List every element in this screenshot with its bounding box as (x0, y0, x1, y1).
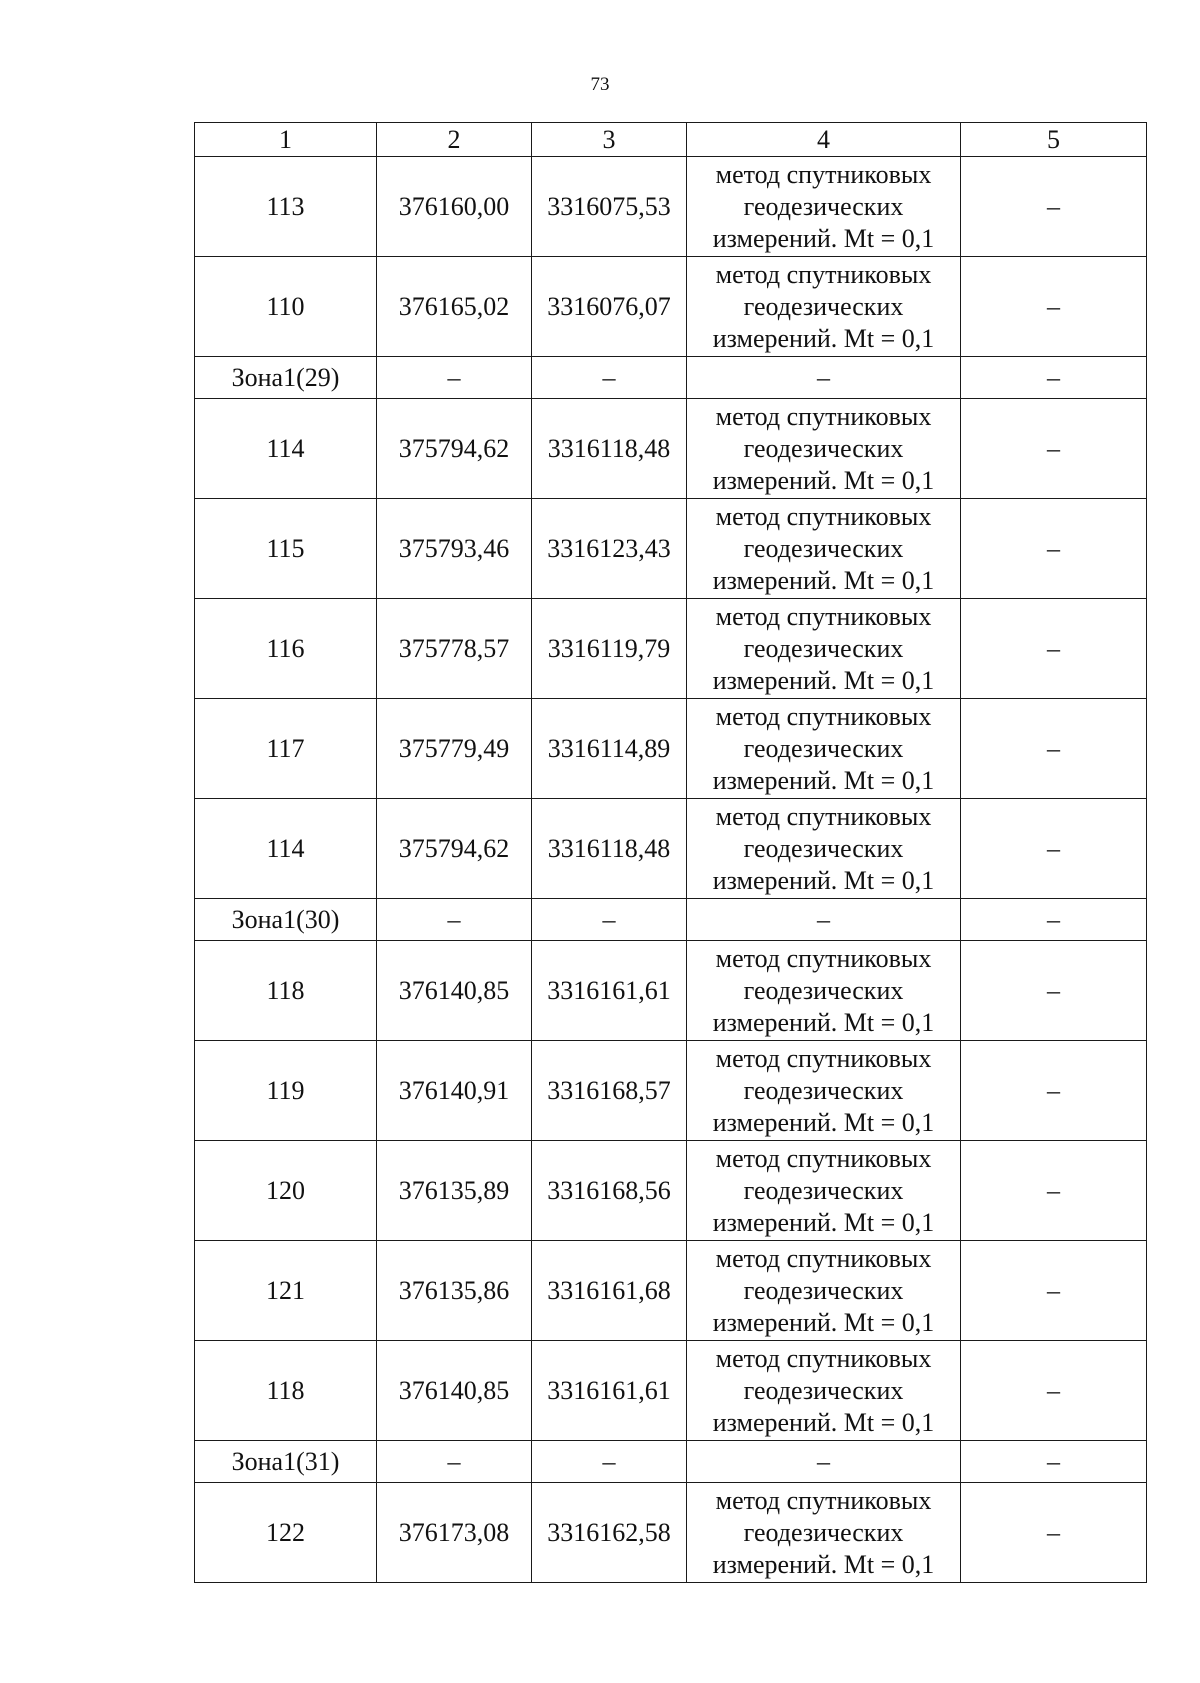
table-row (195, 1141, 1147, 1241)
column-header: 5 (961, 123, 1147, 157)
y-coordinate-cell: 3316161,61 (532, 1341, 687, 1441)
x-coordinate-cell: 375779,49 (377, 699, 532, 799)
zone-row (195, 357, 1147, 399)
point-number-cell: 116 (195, 599, 377, 699)
page-number: 73 (590, 74, 610, 95)
zone-row (195, 1441, 1147, 1483)
coordinates-table (194, 122, 1147, 1583)
note-cell: – (961, 599, 1147, 699)
point-number-cell: 114 (195, 799, 377, 899)
x-coordinate-cell: 376165,02 (377, 257, 532, 357)
x-coordinate-cell: 375793,46 (377, 499, 532, 599)
y-coordinate-cell: 3316075,53 (532, 157, 687, 257)
note-cell: – (961, 1241, 1147, 1341)
column-header: 4 (687, 123, 961, 157)
y-coordinate-cell: 3316118,48 (532, 799, 687, 899)
point-number-cell: 119 (195, 1041, 377, 1141)
zone-label-cell: Зона1(29) (195, 357, 377, 399)
method-cell: метод спутниковых геодезических измерений. Mt = 0,1 (687, 399, 961, 499)
point-number-cell: 118 (195, 941, 377, 1041)
x-coordinate-cell: 375778,57 (377, 599, 532, 699)
y-coordinate-cell: 3316123,43 (532, 499, 687, 599)
method-cell: метод спутниковых геодезических измерений. Mt = 0,1 (687, 157, 961, 257)
note-cell: – (961, 699, 1147, 799)
method-cell: метод спутниковых геодезических измерений. Mt = 0,1 (687, 1241, 961, 1341)
point-number-cell: 113 (195, 157, 377, 257)
y-coordinate-cell: – (532, 357, 687, 399)
note-cell: – (961, 1341, 1147, 1441)
method-cell: – (687, 357, 961, 399)
y-coordinate-cell: 3316119,79 (532, 599, 687, 699)
method-cell: метод спутниковых геодезических измерений. Mt = 0,1 (687, 257, 961, 357)
note-cell: – (961, 399, 1147, 499)
table-row (195, 799, 1147, 899)
method-cell: метод спутниковых геодезических измерений. Mt = 0,1 (687, 799, 961, 899)
table-row (195, 399, 1147, 499)
x-coordinate-cell: – (377, 899, 532, 941)
method-cell: метод спутниковых геодезических измерений. Mt = 0,1 (687, 1041, 961, 1141)
table-row (195, 599, 1147, 699)
x-coordinate-cell: 376140,85 (377, 941, 532, 1041)
x-coordinate-cell: 376135,89 (377, 1141, 532, 1241)
note-cell: – (961, 1483, 1147, 1583)
table-row (195, 699, 1147, 799)
note-cell: – (961, 357, 1147, 399)
point-number-cell: 120 (195, 1141, 377, 1241)
y-coordinate-cell: 3316162,58 (532, 1483, 687, 1583)
method-cell: метод спутниковых геодезических измерений. Mt = 0,1 (687, 941, 961, 1041)
method-cell: метод спутниковых геодезических измерений. Mt = 0,1 (687, 1341, 961, 1441)
point-number-cell: 114 (195, 399, 377, 499)
x-coordinate-cell: – (377, 1441, 532, 1483)
note-cell: – (961, 1141, 1147, 1241)
table-row (195, 157, 1147, 257)
note-cell: – (961, 499, 1147, 599)
column-header: 1 (195, 123, 377, 157)
table-row (195, 941, 1147, 1041)
note-cell: – (961, 1041, 1147, 1141)
y-coordinate-cell: 3316114,89 (532, 699, 687, 799)
method-cell: – (687, 1441, 961, 1483)
x-coordinate-cell: – (377, 357, 532, 399)
note-cell: – (961, 257, 1147, 357)
method-cell: метод спутниковых геодезических измерений. Mt = 0,1 (687, 499, 961, 599)
table-row (195, 1041, 1147, 1141)
point-number-cell: 118 (195, 1341, 377, 1441)
table-header-row (195, 123, 1147, 157)
column-header: 2 (377, 123, 532, 157)
x-coordinate-cell: 375794,62 (377, 799, 532, 899)
note-cell: – (961, 157, 1147, 257)
y-coordinate-cell: 3316168,56 (532, 1141, 687, 1241)
zone-label-cell: Зона1(31) (195, 1441, 377, 1483)
point-number-cell: 115 (195, 499, 377, 599)
point-number-cell: 121 (195, 1241, 377, 1341)
table-row (195, 257, 1147, 357)
note-cell: – (961, 941, 1147, 1041)
method-cell: – (687, 899, 961, 941)
y-coordinate-cell: – (532, 899, 687, 941)
y-coordinate-cell: – (532, 1441, 687, 1483)
table-row (195, 1341, 1147, 1441)
y-coordinate-cell: 3316161,68 (532, 1241, 687, 1341)
x-coordinate-cell: 375794,62 (377, 399, 532, 499)
note-cell: – (961, 899, 1147, 941)
x-coordinate-cell: 376140,91 (377, 1041, 532, 1141)
point-number-cell: 110 (195, 257, 377, 357)
method-cell: метод спутниковых геодезических измерений. Mt = 0,1 (687, 699, 961, 799)
y-coordinate-cell: 3316161,61 (532, 941, 687, 1041)
method-cell: метод спутниковых геодезических измерений. Mt = 0,1 (687, 1483, 961, 1583)
y-coordinate-cell: 3316076,07 (532, 257, 687, 357)
point-number-cell: 117 (195, 699, 377, 799)
table-row (195, 1483, 1147, 1583)
table-row (195, 1241, 1147, 1341)
x-coordinate-cell: 376160,00 (377, 157, 532, 257)
table-body (195, 123, 1147, 1583)
column-header: 3 (532, 123, 687, 157)
method-cell: метод спутниковых геодезических измерений. Mt = 0,1 (687, 1141, 961, 1241)
method-cell: метод спутниковых геодезических измерений. Mt = 0,1 (687, 599, 961, 699)
x-coordinate-cell: 376135,86 (377, 1241, 532, 1341)
y-coordinate-cell: 3316118,48 (532, 399, 687, 499)
x-coordinate-cell: 376173,08 (377, 1483, 532, 1583)
x-coordinate-cell: 376140,85 (377, 1341, 532, 1441)
note-cell: – (961, 799, 1147, 899)
zone-label-cell: Зона1(30) (195, 899, 377, 941)
table-row (195, 499, 1147, 599)
y-coordinate-cell: 3316168,57 (532, 1041, 687, 1141)
point-number-cell: 122 (195, 1483, 377, 1583)
note-cell: – (961, 1441, 1147, 1483)
zone-row (195, 899, 1147, 941)
